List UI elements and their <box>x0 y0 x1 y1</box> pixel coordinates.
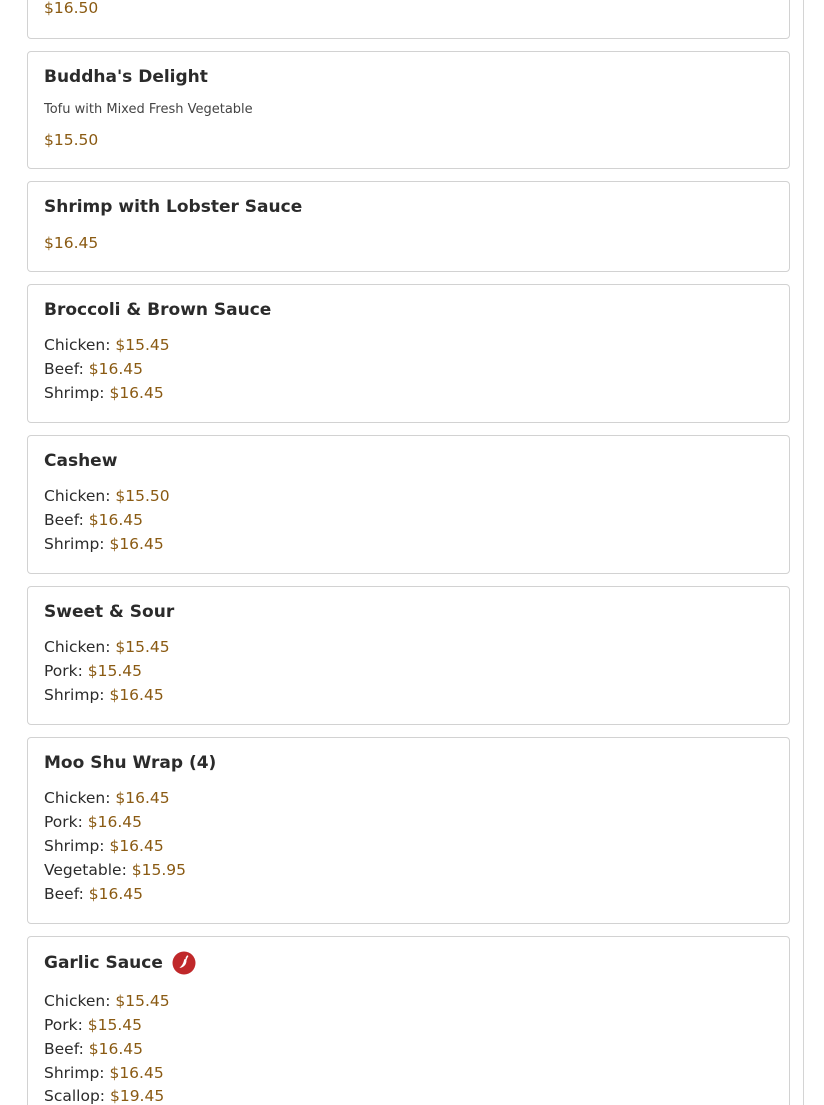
item-name: Buddha's Delight <box>44 67 208 87</box>
option-price: $15.45 <box>87 662 143 680</box>
option-label: Pork: <box>44 662 83 680</box>
option-label: Chicken: <box>44 487 111 505</box>
item-description: Tofu with Mixed Fresh Vegetable <box>44 102 253 117</box>
item-option-line <box>44 336 170 354</box>
item-name: Cashew <box>44 451 118 471</box>
option-label: Pork: <box>44 813 83 831</box>
item-name: Broccoli & Brown Sauce <box>44 300 272 320</box>
item-option-line <box>44 789 170 807</box>
item-option-line <box>44 885 143 903</box>
option-label: Beef: <box>44 360 84 378</box>
item-option-line <box>44 511 143 529</box>
option-price: $16.45 <box>88 511 144 529</box>
item-option-line <box>44 535 164 553</box>
menu-item-card[interactable] <box>27 284 790 423</box>
item-price: $15.50 <box>44 131 99 149</box>
item-name: Moo Shu Wrap (4) <box>44 753 217 773</box>
menu-item-card[interactable] <box>27 936 790 1105</box>
option-price: $15.95 <box>131 861 186 879</box>
menu-item-card[interactable] <box>27 51 790 169</box>
option-label: Shrimp: <box>44 837 105 855</box>
item-price-line <box>44 131 98 149</box>
option-price: $16.45 <box>109 686 164 704</box>
item-option-line <box>44 638 170 656</box>
spicy-pepper-icon <box>172 951 196 975</box>
menu-item-card[interactable] <box>27 737 790 924</box>
option-label: Shrimp: <box>44 686 105 704</box>
option-label: Vegetable: <box>44 861 127 879</box>
option-price: $16.45 <box>87 813 143 831</box>
menu-item-card[interactable] <box>27 181 790 272</box>
scrollbar-track[interactable] <box>803 0 804 1105</box>
item-option-line <box>44 360 143 378</box>
menu-item-card[interactable] <box>27 586 790 725</box>
option-price: $15.45 <box>87 1016 143 1034</box>
option-label: Scallop: <box>44 1087 106 1105</box>
item-option-line <box>44 813 142 831</box>
option-label: Chicken: <box>44 638 111 656</box>
item-name: Shrimp with Lobster Sauce <box>44 197 303 217</box>
item-option-line <box>44 1064 164 1082</box>
option-price: $16.45 <box>88 1040 144 1058</box>
option-label: Shrimp: <box>44 384 105 402</box>
option-price: $16.45 <box>88 885 144 903</box>
option-label: Chicken: <box>44 336 111 354</box>
option-label: Shrimp: <box>44 535 105 553</box>
item-price: $16.45 <box>44 234 99 252</box>
item-option-line <box>44 384 164 402</box>
item-option-line <box>44 487 170 505</box>
option-price: $16.45 <box>109 1064 164 1082</box>
item-option-line <box>44 1016 142 1034</box>
option-price: $16.45 <box>109 837 164 855</box>
item-name: Garlic Sauce <box>44 953 163 973</box>
option-label: Chicken: <box>44 789 111 807</box>
item-option-line <box>44 861 186 879</box>
option-label: Beef: <box>44 1040 84 1058</box>
option-label: Beef: <box>44 885 84 903</box>
option-label: Chicken: <box>44 992 111 1010</box>
menu-item-card[interactable] <box>27 435 790 574</box>
item-price-line <box>44 0 98 17</box>
option-label: Shrimp: <box>44 1064 105 1082</box>
item-price: $16.50 <box>44 0 99 17</box>
option-price: $16.45 <box>109 384 164 402</box>
option-price: $16.45 <box>115 789 170 807</box>
item-option-line <box>44 1087 164 1105</box>
option-price: $16.45 <box>88 360 144 378</box>
item-option-line <box>44 686 164 704</box>
option-label: Pork: <box>44 1016 83 1034</box>
option-label: Beef: <box>44 511 84 529</box>
option-price: $19.45 <box>109 1087 165 1105</box>
menu-item-card[interactable] <box>27 0 790 39</box>
item-option-line <box>44 1040 143 1058</box>
item-name: Sweet & Sour <box>44 602 175 622</box>
option-price: $16.45 <box>109 535 164 553</box>
item-option-line <box>44 837 164 855</box>
item-option-line <box>44 662 142 680</box>
option-price: $15.45 <box>115 336 170 354</box>
item-name-row <box>44 951 196 975</box>
option-price: $15.45 <box>115 992 170 1010</box>
item-price-line <box>44 234 98 252</box>
item-option-line <box>44 992 170 1010</box>
option-price: $15.45 <box>115 638 170 656</box>
option-price: $15.50 <box>115 487 170 505</box>
